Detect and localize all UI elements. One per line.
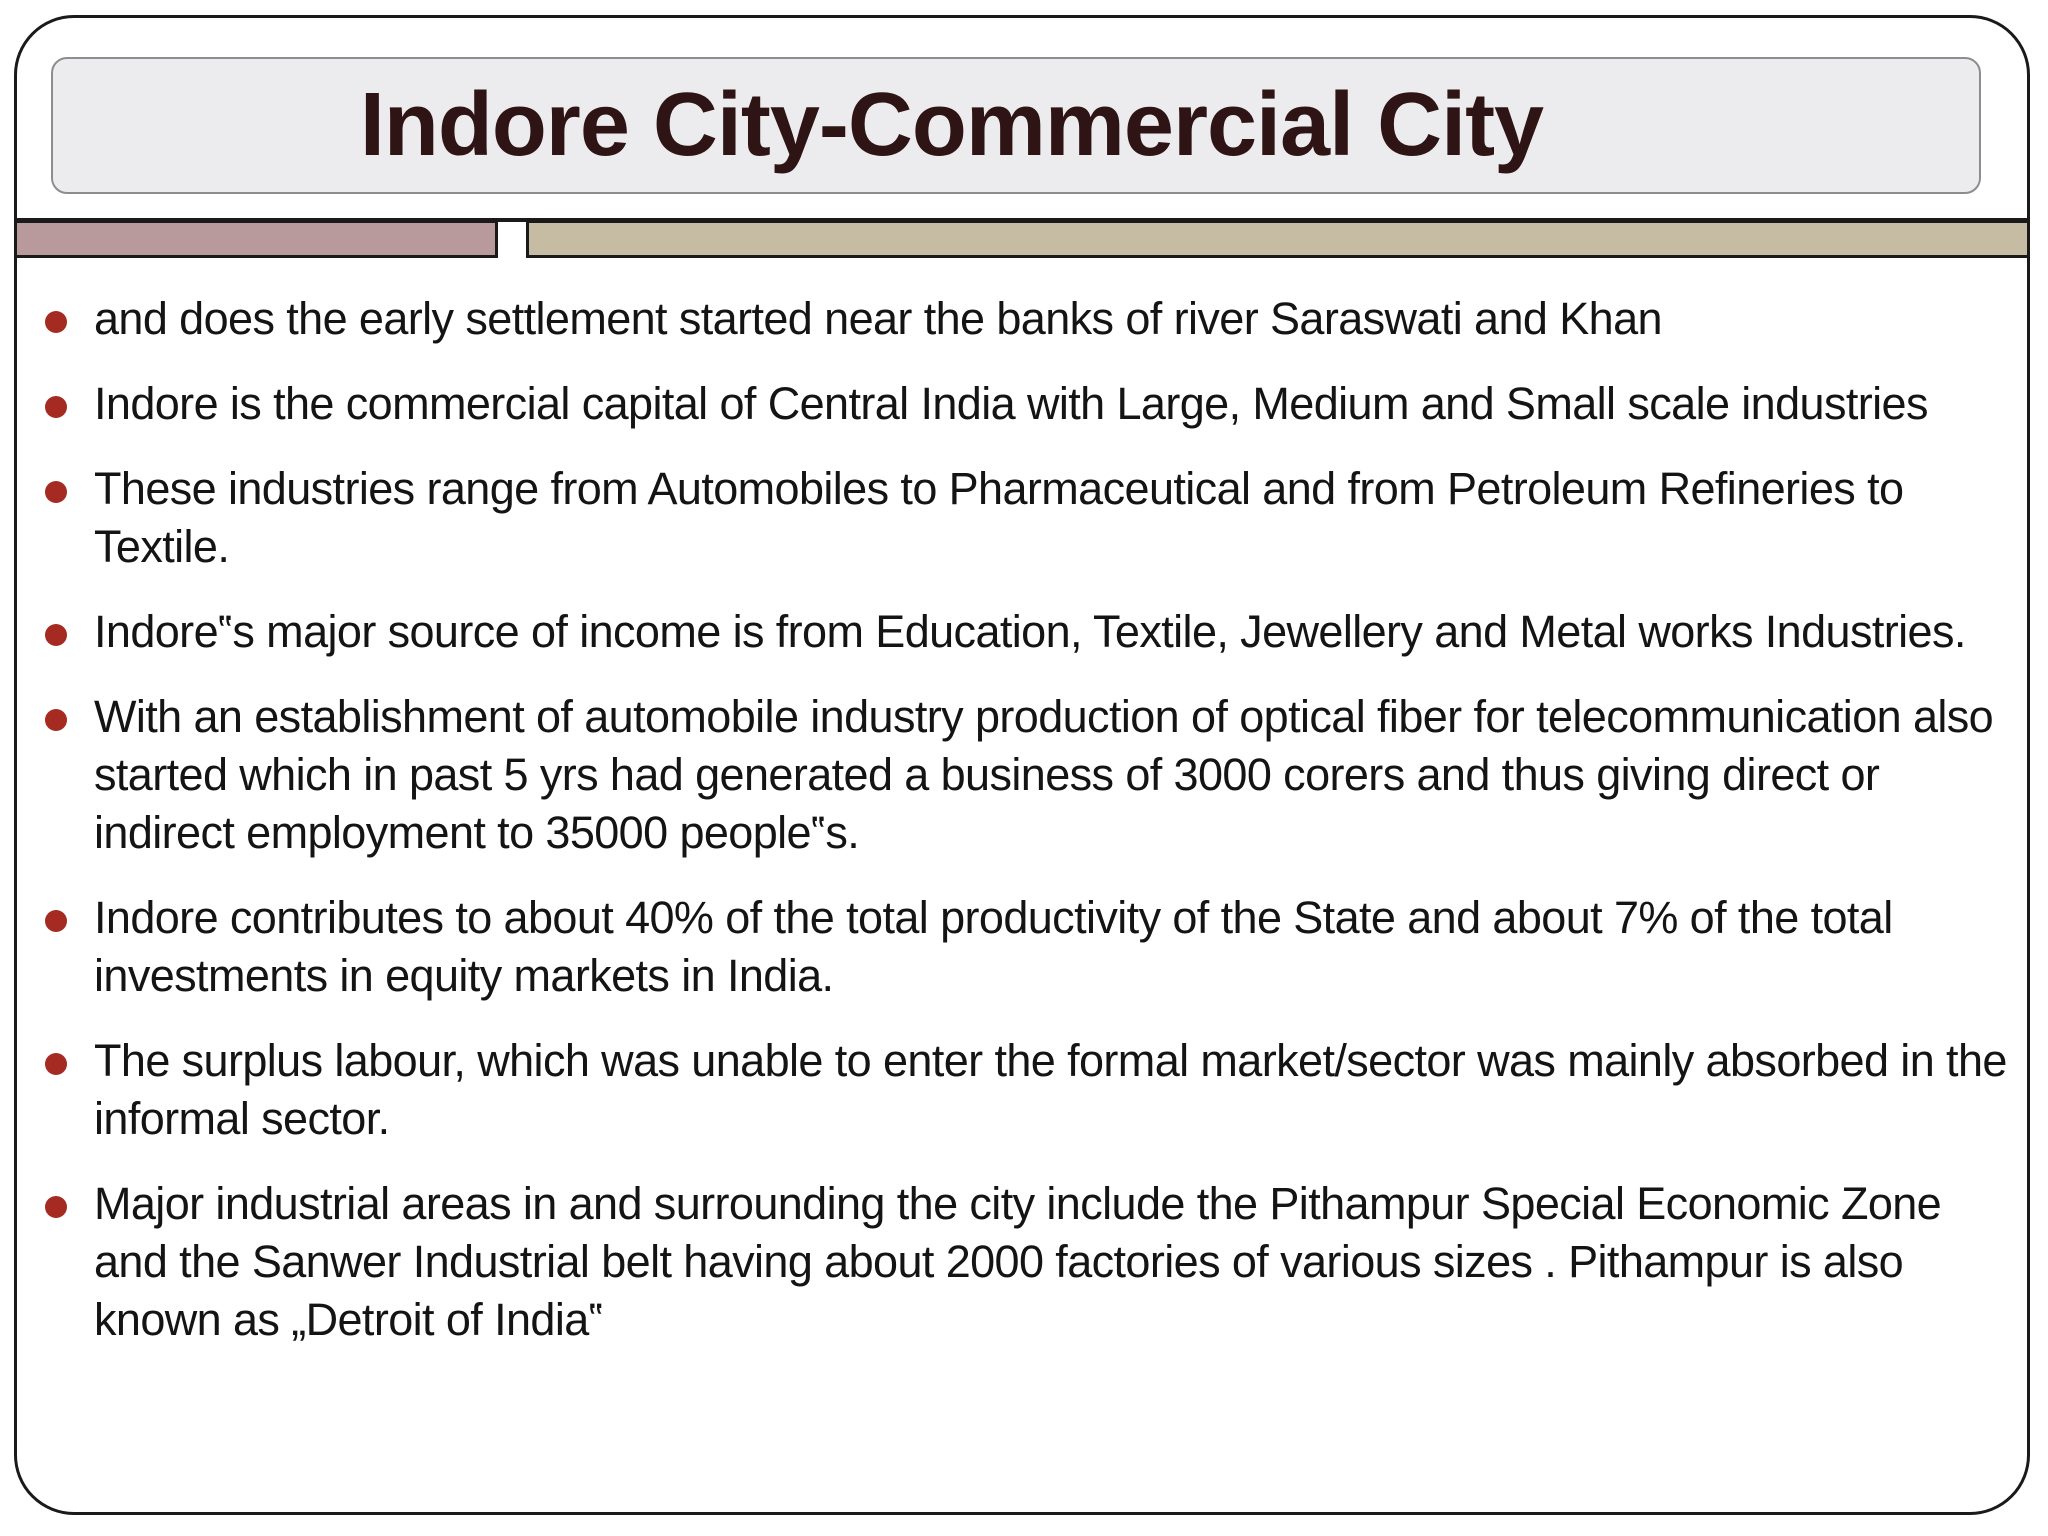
bullet-dot-icon — [45, 311, 67, 333]
accent-bar-left — [14, 220, 498, 258]
bullet-item — [40, 688, 2010, 862]
bullet-dot-icon — [45, 481, 67, 503]
bullet-item — [40, 460, 2010, 576]
bullet-text: Indore contributes to about 40% of the total productivity of the State and about 7% of the total investments in equity markets in India. — [94, 892, 1893, 1001]
bullet-dot-icon — [45, 396, 67, 418]
accent-bar-right — [526, 220, 2030, 258]
bullet-dot-icon — [45, 910, 67, 932]
bullet-text: Indore‟s major source of income is from Education, Textile, Jewellery and Metal works Industries. — [94, 606, 1966, 657]
bullet-text: The surplus labour, which was unable to enter the formal market/sector was mainly absorbed in the informal sector. — [94, 1035, 2007, 1144]
bullet-list — [40, 290, 2010, 1376]
bullet-item — [40, 290, 2010, 348]
bullet-item — [40, 603, 2010, 661]
bullet-text: and does the early settlement started near the banks of river Saraswati and Khan — [94, 293, 1662, 344]
bullet-text: With an establishment of automobile industry production of optical fiber for telecommunication also started which in past 5 yrs had generated a business of 3000 corers and thus giving direct or indirect employment to 35000 people‟s. — [94, 691, 1994, 858]
bullet-dot-icon — [45, 1196, 67, 1218]
bullet-text: Major industrial areas in and surrounding the city include the Pithampur Special Economic Zone and the Sanwer Industrial belt having about 2000 factories of various sizes . Pithampur is also known as „Detroit of India‟ — [94, 1178, 1942, 1345]
bullet-text: These industries range from Automobiles to Pharmaceutical and from Petroleum Refineries to Textile. — [94, 463, 1904, 572]
bullet-dot-icon — [45, 1053, 67, 1075]
bullet-item — [40, 375, 2010, 433]
slide-title: Indore City-Commercial City — [359, 75, 1544, 175]
bullet-item — [40, 889, 2010, 1005]
bullet-dot-icon — [45, 624, 67, 646]
bullet-text: Indore is the commercial capital of Central India with Large, Medium and Small scale industries — [94, 378, 1928, 429]
bullet-item — [40, 1032, 2010, 1148]
bullet-item — [40, 1175, 2010, 1349]
bullet-dot-icon — [45, 709, 67, 731]
